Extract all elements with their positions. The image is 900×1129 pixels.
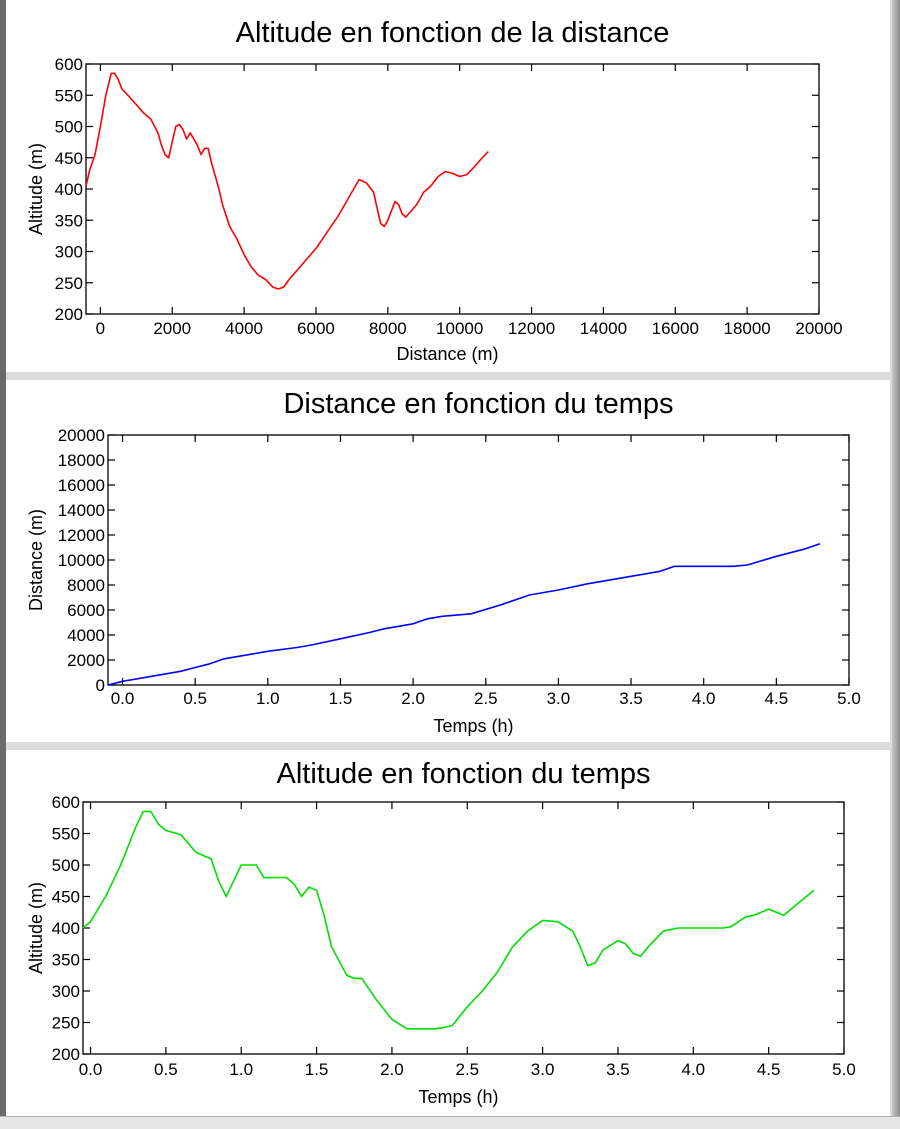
chart-1-xtick-label: 16000 — [651, 319, 699, 338]
chart-3-xtick-label: 0.0 — [78, 1060, 103, 1079]
chart-3-title: Altitude en fonction du temps — [276, 758, 651, 790]
chart-3-xtick-label: 2.0 — [380, 1060, 404, 1079]
chart-2-xtick-label: 0.0 — [110, 689, 135, 708]
chart-1-series-line — [86, 73, 488, 289]
chart-3-xtick-label: 2.5 — [455, 1060, 480, 1079]
chart-3-xtick-label: 4.5 — [756, 1060, 781, 1079]
chart-3-ytick-label: 400 — [51, 919, 80, 938]
chart-1-ytick-label: 450 — [54, 148, 83, 168]
window-status-bar — [0, 1116, 900, 1129]
chart-1-title: Altitude en fonction de la distance — [235, 17, 670, 49]
chart-panel-altitude-distance — [6, 0, 890, 372]
chart-1-xlabel: Distance (m) — [396, 344, 499, 364]
chart-3-series-line — [83, 811, 814, 1028]
window-scrollbar[interactable] — [892, 0, 900, 1129]
chart-3-xtick-label: 4.0 — [681, 1060, 706, 1079]
chart-1-ytick-label: 600 — [54, 55, 83, 74]
chart-2-ytick-label: 16000 — [57, 476, 105, 495]
chart-3-ytick-label: 350 — [51, 950, 80, 970]
chart-panel-distance-time — [6, 380, 890, 742]
chart-3-xtick-label: 3.5 — [606, 1060, 630, 1079]
chart-1-ytick-label: 250 — [54, 273, 83, 293]
chart-2-xtick-label: 1.5 — [328, 689, 353, 708]
chart-1-xtick-label: 20000 — [795, 319, 843, 338]
chart-1-xtick-label: 14000 — [579, 319, 628, 338]
chart-3-ytick-label: 450 — [51, 887, 80, 907]
chart-1-ytick-label: 200 — [54, 305, 83, 324]
chart-3-ytick-label: 550 — [51, 824, 80, 844]
chart-2-ytick-label: 8000 — [67, 576, 105, 595]
chart-1-ytick-label: 500 — [54, 117, 83, 137]
chart-1-plot-frame — [86, 64, 819, 314]
chart-3-xtick-label: 3.0 — [530, 1060, 555, 1079]
chart-3-xtick-label: 1.5 — [304, 1060, 329, 1079]
chart-2-xtick-label: 3.5 — [619, 689, 643, 708]
chart-2-ytick-label: 6000 — [67, 601, 105, 620]
chart-2-ytick-label: 20000 — [57, 426, 105, 445]
chart-2-ytick-label: 12000 — [57, 526, 105, 545]
chart-altitude-time — [6, 750, 890, 1117]
chart-1-xtick-label: 0 — [95, 319, 106, 338]
chart-3-ytick-label: 600 — [51, 793, 80, 812]
chart-2-xtick-label: 0.5 — [183, 689, 207, 708]
chart-1-xtick-label: 2000 — [153, 319, 192, 338]
chart-2-xtick-label: 2.5 — [473, 689, 498, 708]
chart-altitude-distance — [6, 0, 890, 372]
chart-1-ytick-label: 550 — [54, 86, 83, 106]
chart-2-ytick-label: 4000 — [67, 626, 105, 645]
chart-1-xtick-label: 18000 — [723, 319, 771, 338]
chart-1-ytick-label: 300 — [54, 242, 83, 262]
chart-3-xlabel: Temps (h) — [418, 1087, 499, 1107]
chart-2-ytick-label: 2000 — [67, 651, 105, 670]
chart-panel-altitude-time — [6, 750, 890, 1117]
chart-1-xtick-label: 6000 — [297, 319, 335, 338]
chart-1-xtick-label: 12000 — [507, 319, 556, 338]
chart-2-ylabel: Distance (m) — [26, 508, 46, 612]
chart-3-xtick-label: 0.5 — [154, 1060, 178, 1079]
chart-distance-time — [6, 380, 890, 742]
chart-2-xtick-label: 1.0 — [256, 689, 280, 708]
chart-3-ytick-label: 500 — [51, 856, 80, 875]
chart-2-xtick-label: 4.0 — [691, 689, 716, 708]
chart-1-ytick-label: 350 — [54, 211, 83, 231]
chart-1-ytick-label: 400 — [54, 180, 83, 199]
chart-3-xtick-label: 1.0 — [229, 1060, 254, 1079]
chart-3-ytick-label: 300 — [51, 982, 80, 1001]
chart-3-ylabel: Altitude (m) — [26, 881, 46, 975]
chart-1-xtick-label: 8000 — [368, 319, 407, 338]
chart-2-plot-frame — [108, 435, 849, 685]
chart-1-ylabel: Altitude (m) — [26, 142, 46, 236]
chart-2-ytick-label: 18000 — [57, 451, 105, 470]
chart-3-plot-frame — [83, 802, 844, 1054]
chart-3-xtick-label: 5.0 — [832, 1060, 856, 1079]
chart-3-ytick-label: 250 — [51, 1013, 80, 1033]
chart-2-series-line — [108, 544, 820, 685]
chart-1-xtick-label: 4000 — [225, 319, 264, 338]
chart-2-title: Distance en fonction du temps — [283, 388, 674, 420]
chart-3-ytick-label: 200 — [51, 1045, 80, 1064]
chart-1-xtick-label: 10000 — [436, 319, 484, 338]
chart-2-xtick-label: 3.0 — [546, 689, 571, 708]
chart-2-xtick-label: 4.5 — [764, 689, 789, 708]
chart-2-ytick-label: 0 — [95, 676, 105, 695]
chart-2-ytick-label: 14000 — [57, 501, 105, 520]
chart-2-xtick-label: 5.0 — [837, 689, 861, 708]
chart-2-xtick-label: 2.0 — [401, 689, 425, 708]
chart-2-ytick-label: 10000 — [57, 551, 105, 570]
chart-2-xlabel: Temps (h) — [433, 716, 514, 736]
